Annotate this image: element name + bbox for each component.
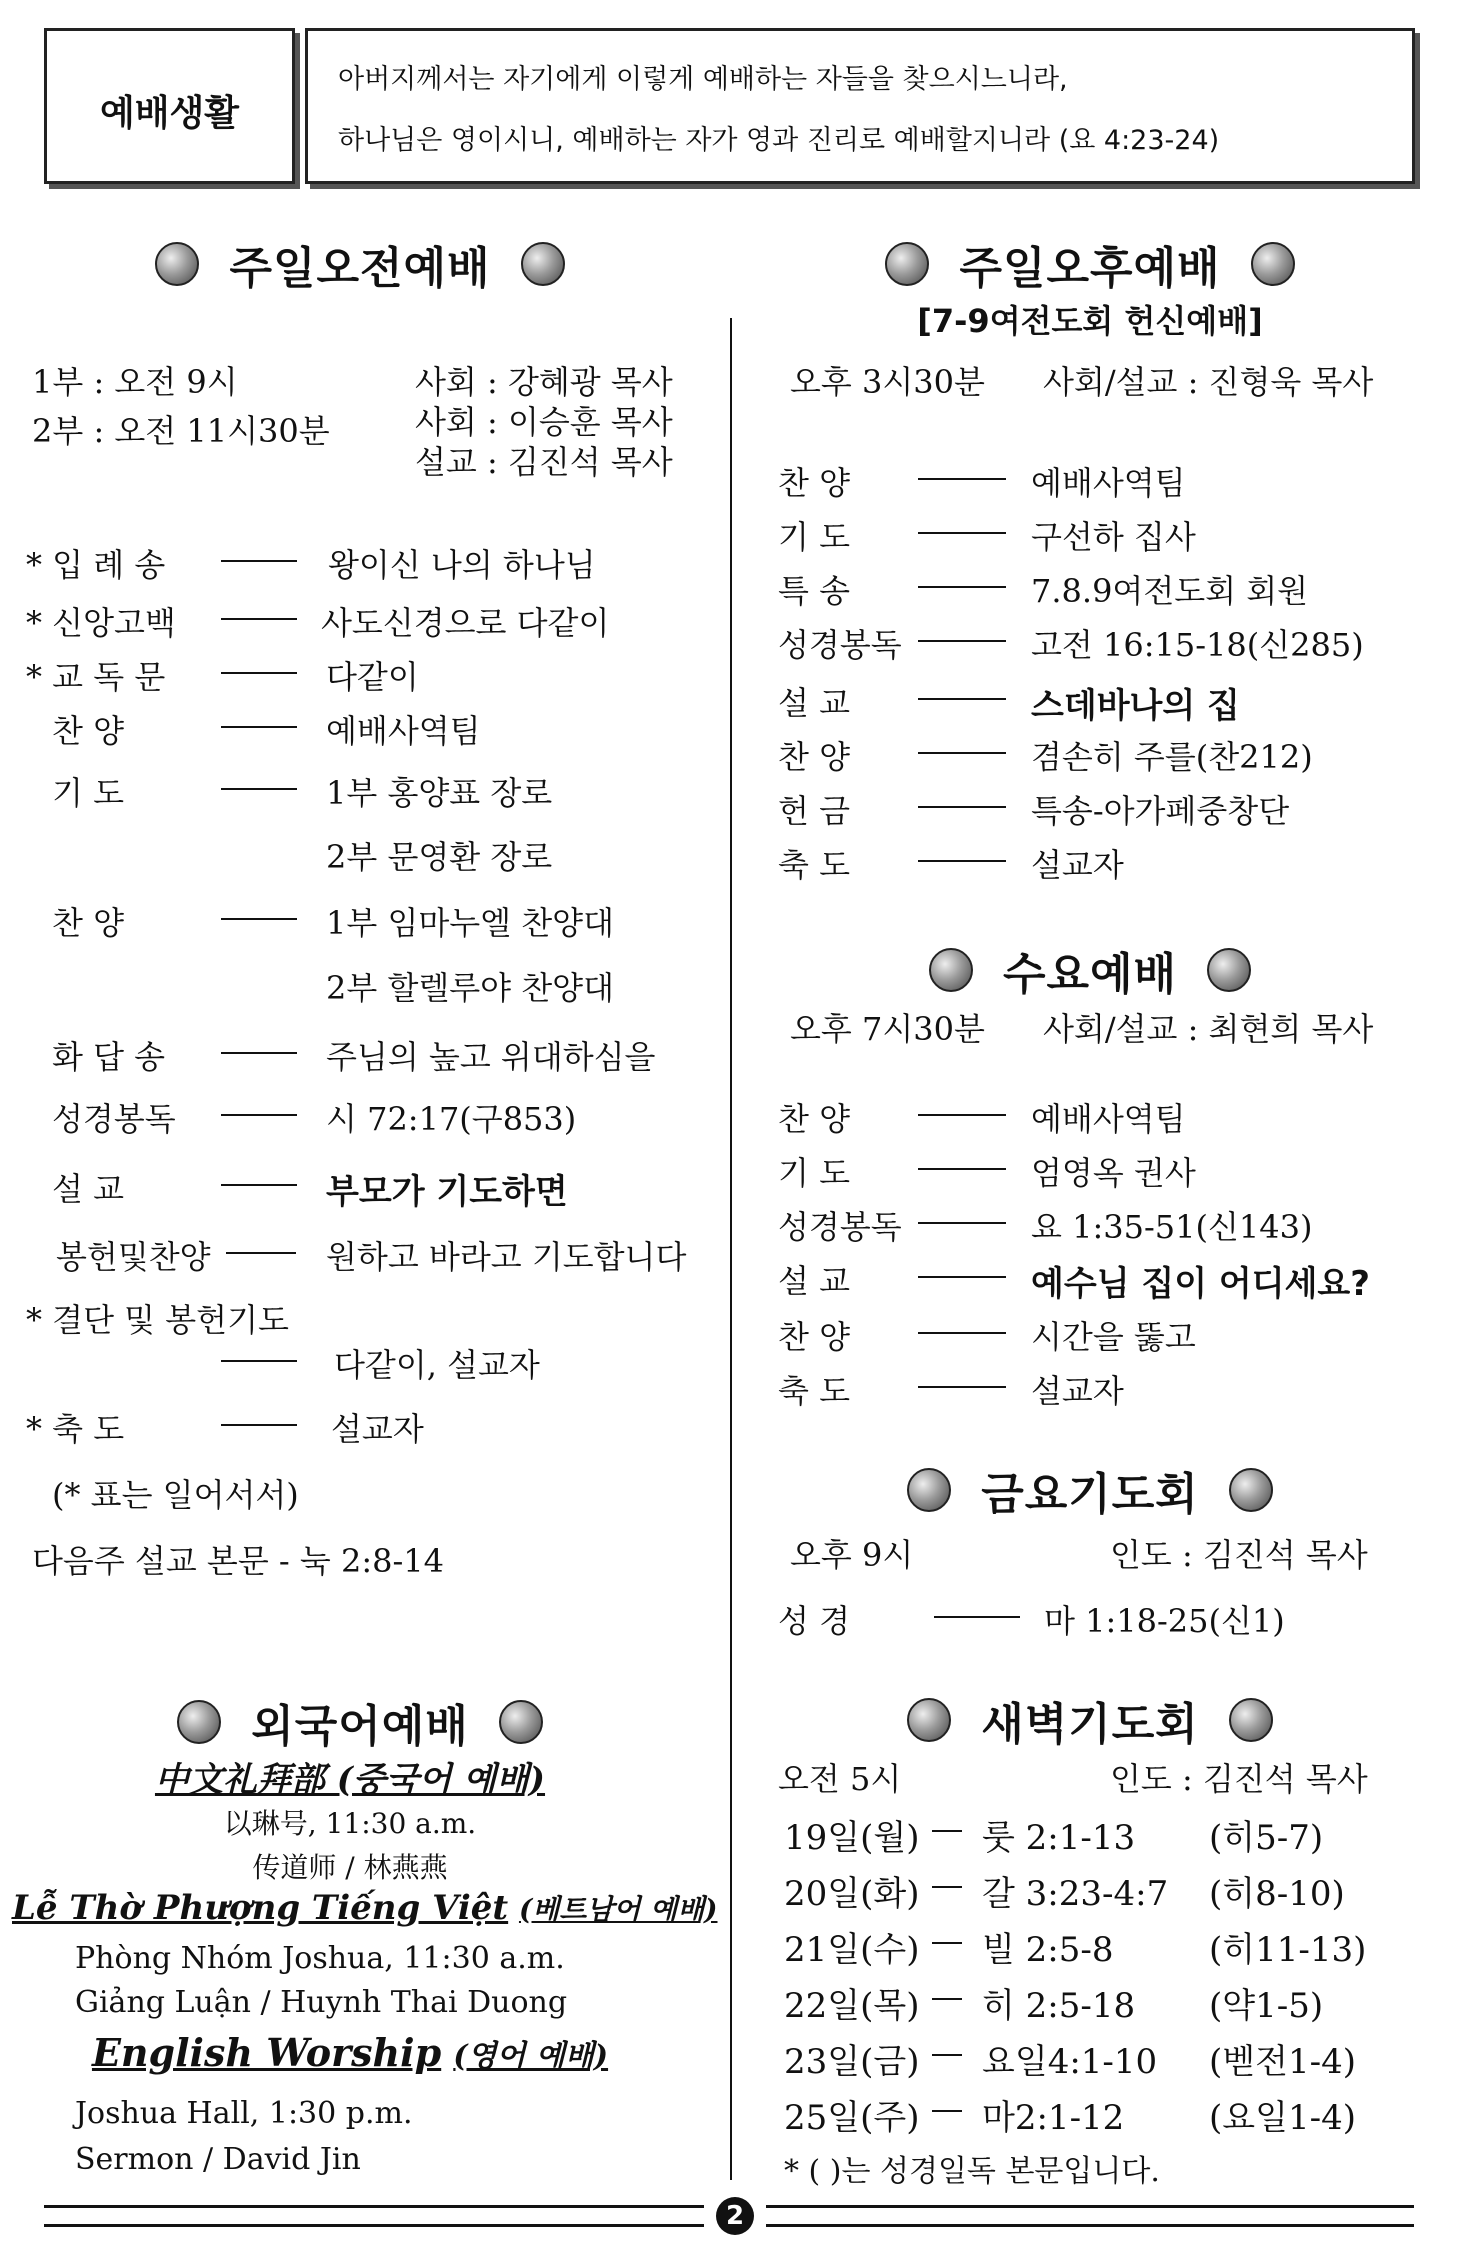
afternoon-subtitle: [7-9여전도회 헌신예배] <box>917 302 1263 340</box>
dash-line <box>918 586 1006 588</box>
afternoon-item-value: 예배사역팀 <box>1031 464 1186 502</box>
dawn-day: 25일(주) <box>784 2098 920 2138</box>
dash-line <box>918 806 1006 808</box>
footer-rule-left-top <box>44 2205 704 2208</box>
friday-scripture-value: 마 1:18-25(신1) <box>1044 1602 1285 1640</box>
morning-item-value: 예배사역팀 <box>326 712 481 750</box>
bullet-ball-icon <box>499 1700 543 1744</box>
morning-title: 주일오전예배 <box>229 243 491 294</box>
morning-time2: 2부 : 오전 11시30분 <box>32 412 330 450</box>
header-verse-line1: 아버지께서는 자기에게 이렇게 예배하는 자들을 찾으시느니라, <box>338 64 1068 95</box>
morning-item-value2: 2부 문영환 장로 <box>326 838 553 876</box>
afternoon-item-value: 구선하 집사 <box>1031 518 1196 556</box>
dawn-day: 20일(화) <box>784 1874 920 1914</box>
dash-line <box>918 1332 1006 1334</box>
afternoon-item <box>778 512 1418 556</box>
morning-item-value: 설교자 <box>331 1410 424 1448</box>
morning-item-label: 화 답 송 <box>52 1038 166 1076</box>
wednesday-item-label: 찬 양 <box>778 1318 850 1356</box>
morning-item-value: 왕이신 나의 하나님 <box>328 546 596 584</box>
dawn-reading: (히5-7) <box>1209 1818 1324 1858</box>
dawn-text: 룻 2:1-13 <box>982 1818 1136 1858</box>
morning-item <box>26 1094 706 1138</box>
afternoon-title: 주일오후예배 <box>959 243 1221 294</box>
header-label-box <box>44 28 295 184</box>
dash-line <box>932 1942 962 1944</box>
morning-item-label: 설 교 <box>52 1170 124 1208</box>
morning-item-value: 주님의 높고 위대하심을 <box>326 1038 656 1076</box>
afternoon-item <box>778 678 1418 726</box>
dawn-text: 마2:1-12 <box>982 2098 1125 2138</box>
dash-line <box>918 1222 1006 1224</box>
morning-item <box>26 706 706 750</box>
bullet-ball-icon <box>1229 1468 1273 1512</box>
bullet-ball-icon <box>1229 1698 1273 1742</box>
morning-item <box>26 898 706 942</box>
dawn-time: 오전 5시 <box>778 1760 902 1798</box>
dawn-day-row <box>784 1810 1424 1858</box>
wednesday-item-label: 기 도 <box>778 1154 850 1192</box>
morning-item-value: 다같이, 설교자 <box>334 1346 540 1384</box>
afternoon-item-label: 헌 금 <box>778 792 850 830</box>
dash-line <box>221 1424 297 1426</box>
morning-item-label: * 신앙고백 <box>26 604 176 642</box>
afternoon-item-value: 고전 16:15-18(신285) <box>1031 626 1364 664</box>
wednesday-heading <box>770 938 1410 1002</box>
dash-line <box>221 672 297 674</box>
dawn-day: 23일(금) <box>784 2042 920 2082</box>
wednesday-time: 오후 7시30분 <box>790 1010 985 1048</box>
afternoon-item-label: 설 교 <box>778 684 850 722</box>
dash-line <box>221 918 297 920</box>
wednesday-item-value: 엄영옥 권사 <box>1031 1154 1196 1192</box>
morning-item <box>26 598 706 642</box>
dawn-day: 21일(수) <box>784 1930 920 1970</box>
dawn-text: 요일4:1-10 <box>982 2042 1158 2082</box>
afternoon-item-label: 기 도 <box>778 518 850 556</box>
dawn-day-row <box>784 1922 1424 1970</box>
wednesday-item-label: 축 도 <box>778 1372 850 1410</box>
afternoon-item-value: 설교자 <box>1031 846 1124 884</box>
morning-item-value: 사도신경으로 다같이 <box>321 604 610 642</box>
page-number: 2 <box>716 2197 754 2235</box>
wednesday-item <box>778 1366 1418 1410</box>
dash-line <box>932 2054 962 2056</box>
wednesday-item-value: 시간을 뚫고 <box>1031 1318 1196 1356</box>
dash-line <box>918 640 1006 642</box>
afternoon-item-value: 겸손히 주를(찬212) <box>1031 738 1313 776</box>
wednesday-item <box>778 1256 1418 1304</box>
friday-scripture-label: 성 경 <box>778 1602 850 1640</box>
dawn-day-row <box>784 2090 1424 2138</box>
dash-line <box>918 752 1006 754</box>
morning-item-label: 찬 양 <box>52 712 124 750</box>
dash-line <box>221 1114 297 1116</box>
morning-leader2: 사회 : 이승훈 목사 <box>415 403 673 441</box>
viet-service-title: Lễ Thờ Phượng Tiếng Việt <box>12 1888 509 1928</box>
morning-item-value: 1부 임마누엘 찬양대 <box>326 904 614 942</box>
dawn-text: 빌 2:5-8 <box>982 1930 1114 1970</box>
afternoon-item <box>778 620 1418 664</box>
wednesday-sermon-title: 예수님 집이 어디세요? <box>1031 1264 1370 1304</box>
wednesday-title: 수요예배 <box>1002 949 1177 1000</box>
dawn-reading: (요일1-4) <box>1209 2098 1356 2138</box>
bullet-ball-icon <box>1251 242 1295 286</box>
header-verse-line2: 하나님은 영이시니, 예배하는 자가 영과 진리로 예배할지니라 (요 4:23-24) <box>338 125 1220 156</box>
dash-line <box>221 1184 297 1186</box>
foreign-title: 외국어예배 <box>251 1701 469 1752</box>
morning-item <box>26 652 706 696</box>
morning-item-value: 다같이 <box>326 658 419 696</box>
viet-service-sub: (베트남어 예배) <box>518 1893 718 1926</box>
dawn-day-row <box>784 1866 1424 1914</box>
afternoon-item-label: 특 송 <box>778 572 850 610</box>
morning-item-label: 찬 양 <box>52 904 124 942</box>
footer-rule-left-bottom <box>44 2224 704 2227</box>
viet-line1: Phòng Nhóm Joshua, 11:30 a.m. <box>75 1941 565 1976</box>
afternoon-item <box>778 732 1418 776</box>
wednesday-item <box>778 1094 1418 1138</box>
wednesday-leader: 사회/설교 : 최현희 목사 <box>1043 1010 1374 1048</box>
bullet-ball-icon <box>885 242 929 286</box>
english-service-title-row <box>0 2030 700 2075</box>
morning-item-value: 시 72:17(구853) <box>326 1100 577 1138</box>
friday-scripture <box>778 1596 1418 1640</box>
dawn-text: 갈 3:23-4:7 <box>982 1874 1169 1914</box>
morning-item-label: * 입 례 송 <box>26 546 166 584</box>
dash-line <box>918 478 1006 480</box>
english-service-sub: (영어 예배) <box>453 2039 609 2074</box>
header-label: 예배생활 <box>99 93 240 134</box>
bullet-ball-icon <box>1207 948 1251 992</box>
afternoon-item-label: 축 도 <box>778 846 850 884</box>
footer-rule-right-bottom <box>766 2224 1414 2227</box>
afternoon-item <box>778 566 1418 610</box>
wednesday-item-value: 요 1:35-51(신143) <box>1031 1208 1313 1246</box>
english-service-title: English Worship <box>91 2030 442 2075</box>
morning-item-value: 원하고 바라고 기도합니다 <box>326 1238 687 1276</box>
chinese-line2: 传道师 / 林燕燕 <box>252 1851 448 1884</box>
dash-line <box>932 1998 962 2000</box>
morning-item <box>26 1164 706 1212</box>
dash-line <box>226 1252 296 1254</box>
dash-line <box>918 860 1006 862</box>
afternoon-heading <box>770 232 1410 296</box>
dash-line <box>918 1276 1006 1278</box>
dawn-note: * ( )는 성경일독 본문입니다. <box>784 2154 1160 2189</box>
viet-line2: Giảng Luận / Huynh Thai Duong <box>75 1985 568 2020</box>
dash-line <box>932 1830 962 1832</box>
bullet-ball-icon <box>907 1468 951 1512</box>
dawn-heading <box>770 1688 1410 1752</box>
morning-item <box>26 1232 706 1276</box>
afternoon-item-value: 특송-아가페중창단 <box>1031 792 1290 830</box>
dawn-day: 22일(목) <box>784 1986 920 2026</box>
dash-line <box>221 726 297 728</box>
dash-line <box>918 532 1006 534</box>
dash-line <box>932 1886 962 1888</box>
dawn-text: 히 2:5-18 <box>982 1986 1136 2026</box>
friday-heading <box>770 1458 1410 1522</box>
morning-item-label: * 결단 및 봉헌기도 <box>26 1301 289 1339</box>
dawn-reading: (히11-13) <box>1209 1930 1367 1970</box>
dash-line <box>221 560 297 562</box>
morning-time1: 1부 : 오전 9시 <box>32 363 238 401</box>
morning-item-value2: 2부 할렐루야 찬양대 <box>326 969 614 1007</box>
morning-item-label: * 교 독 문 <box>26 658 166 696</box>
morning-item-label: 성경봉독 <box>52 1100 176 1138</box>
dash-line <box>221 788 297 790</box>
afternoon-item-label: 찬 양 <box>778 738 850 776</box>
bullet-ball-icon <box>929 948 973 992</box>
wednesday-item-label: 찬 양 <box>778 1100 850 1138</box>
dawn-title: 새벽기도회 <box>981 1699 1199 1750</box>
afternoon-item-value: 7.8.9여전도회 회원 <box>1031 572 1309 610</box>
dash-line <box>918 1386 1006 1388</box>
wednesday-item-value: 예배사역팀 <box>1031 1100 1186 1138</box>
afternoon-time: 오후 3시30분 <box>790 363 985 401</box>
english-line2: Sermon / David Jin <box>75 2142 361 2177</box>
dash-line <box>918 698 1006 700</box>
afternoon-item <box>778 840 1418 884</box>
dawn-leader: 인도 : 김진석 목사 <box>1110 1760 1368 1798</box>
chinese-service-title: 中文礼拜部 (중국어 예배) <box>154 1760 546 1800</box>
afternoon-item-label: 성경봉독 <box>778 626 902 664</box>
dawn-day: 19일(월) <box>784 1818 920 1858</box>
english-line1: Joshua Hall, 1:30 p.m. <box>75 2096 413 2131</box>
wednesday-item <box>778 1148 1418 1192</box>
dawn-reading: (벧전1-4) <box>1209 2042 1356 2082</box>
morning-item <box>26 1404 706 1448</box>
afternoon-item <box>778 458 1418 502</box>
foreign-heading <box>60 1690 660 1754</box>
dash-line <box>918 1168 1006 1170</box>
morning-item <box>26 540 706 584</box>
wednesday-item-label: 설 교 <box>778 1262 850 1300</box>
morning-item-label: 봉헌및찬양 <box>56 1238 211 1276</box>
friday-title: 금요기도회 <box>981 1469 1199 1520</box>
header-verse-box <box>305 28 1415 184</box>
dawn-day-row <box>784 2034 1424 2082</box>
footer-rule-right-top <box>766 2205 1414 2208</box>
bullet-ball-icon <box>155 242 199 286</box>
sermon-title: 부모가 기도하면 <box>326 1172 568 1212</box>
dawn-reading: (약1-5) <box>1209 1986 1324 2026</box>
friday-leader: 인도 : 김진석 목사 <box>1110 1536 1368 1574</box>
friday-time: 오후 9시 <box>790 1536 914 1574</box>
morning-item-label: * 축 도 <box>26 1410 125 1448</box>
morning-note: (* 표는 일어서서) <box>52 1476 299 1514</box>
morning-preacher: 설교 : 김진석 목사 <box>415 443 673 481</box>
afternoon-item <box>778 786 1418 830</box>
morning-item <box>26 1032 706 1076</box>
viet-service-title-row <box>12 1888 718 1928</box>
wednesday-item <box>778 1202 1418 1246</box>
dawn-day-row <box>784 1978 1424 2026</box>
bullet-ball-icon <box>521 242 565 286</box>
dash-line <box>932 2110 962 2112</box>
dash-line <box>918 1114 1006 1116</box>
morning-item <box>26 768 706 812</box>
dash-line <box>221 1052 297 1054</box>
dawn-reading: (히8-10) <box>1209 1874 1345 1914</box>
bullet-ball-icon <box>907 1698 951 1742</box>
morning-leader1: 사회 : 강혜광 목사 <box>415 363 673 401</box>
afternoon-leader: 사회/설교 : 진형욱 목사 <box>1043 363 1374 401</box>
dash-line <box>221 618 297 620</box>
wednesday-item-value: 설교자 <box>1031 1372 1124 1410</box>
morning-next-week: 다음주 설교 본문 - 눅 2:8-14 <box>32 1542 444 1580</box>
morning-item-label: 기 도 <box>52 774 124 812</box>
chinese-line1: 以琳号, 11:30 a.m. <box>223 1807 477 1840</box>
wednesday-item <box>778 1312 1418 1356</box>
afternoon-sermon-title: 스데바나의 집 <box>1031 686 1240 726</box>
morning-item <box>26 1340 706 1384</box>
dash-line <box>934 1616 1020 1618</box>
morning-heading <box>60 232 660 296</box>
morning-item-value: 1부 홍양표 장로 <box>326 774 553 812</box>
column-divider <box>730 318 732 2180</box>
bullet-ball-icon <box>177 1700 221 1744</box>
wednesday-item-label: 성경봉독 <box>778 1208 902 1246</box>
dash-line <box>221 1360 297 1362</box>
afternoon-item-label: 찬 양 <box>778 464 850 502</box>
